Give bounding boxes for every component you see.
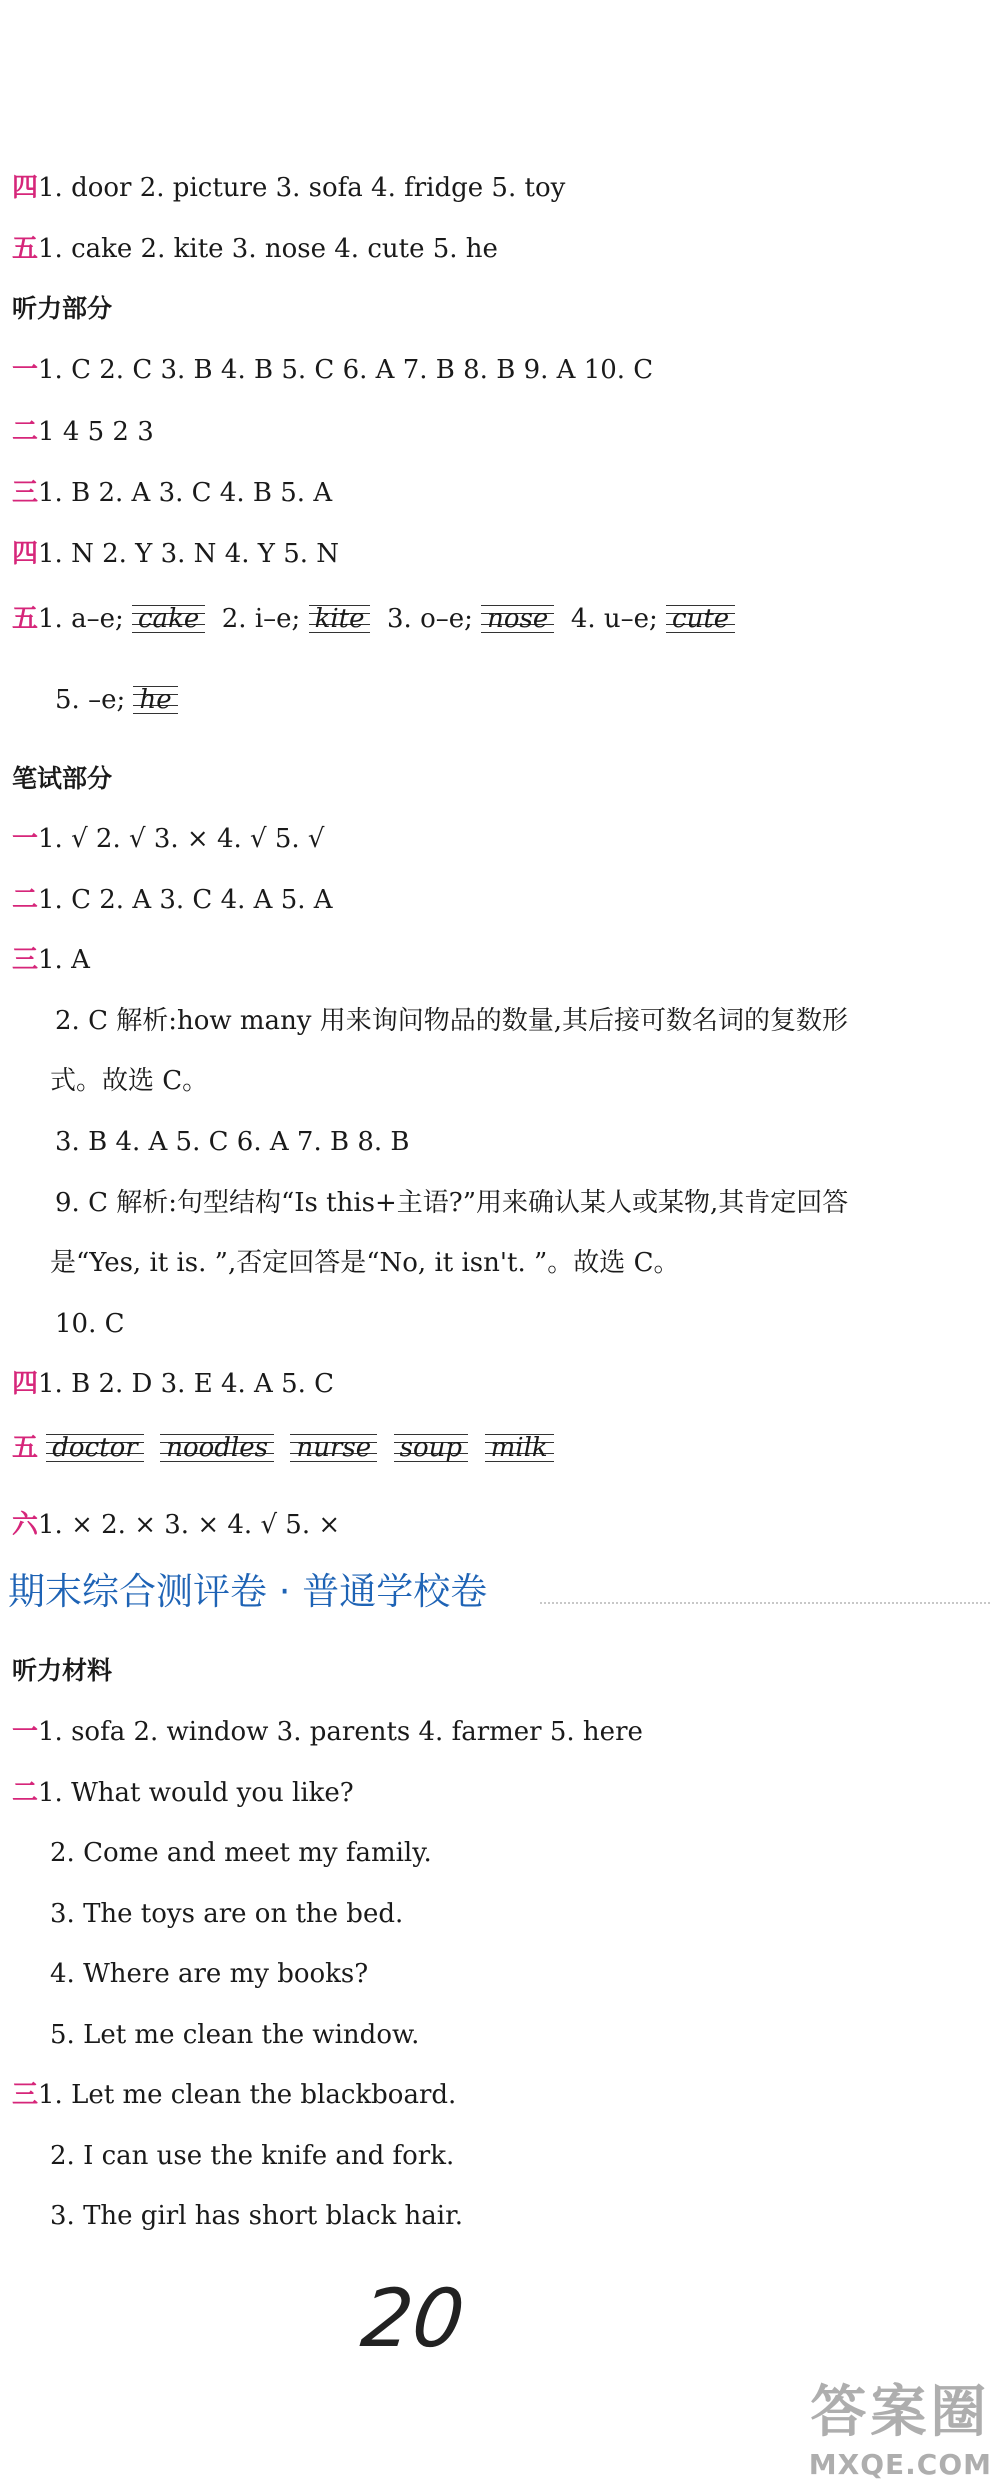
answer-line xyxy=(12,1719,643,1745)
answer-text: 5. –e; xyxy=(55,685,126,715)
answer-line xyxy=(12,357,653,383)
answer-line: 10. C xyxy=(55,1309,125,1339)
answer-line xyxy=(12,1434,554,1462)
section-heading: 笔试部分 xyxy=(12,764,113,793)
answer-line: 2. Come and meet my family. xyxy=(50,1838,432,1868)
answer-text: 1. B 2. D 3. E 4. A 5. C xyxy=(38,1369,335,1399)
section-number: 三 xyxy=(12,478,39,508)
answer-line xyxy=(55,686,178,714)
section-heading: 听力材料 xyxy=(12,1656,113,1685)
answer-line xyxy=(12,826,325,852)
handwritten-answer: soup xyxy=(394,1434,468,1462)
answer-line xyxy=(12,236,498,262)
answer-text: 1. C 2. C 3. B 4. B 5. C 6. A 7. B 8. B 9. A 10. C xyxy=(38,355,654,385)
section-number: 一 xyxy=(12,824,39,854)
section-number: 二 xyxy=(12,1778,39,1808)
title-divider xyxy=(540,1602,990,1604)
answer-line xyxy=(12,605,735,633)
answer-text: 1. a–e; xyxy=(38,604,124,634)
answer-line xyxy=(12,541,339,567)
handwritten-answer: cute xyxy=(666,605,735,633)
section-number: 二 xyxy=(12,885,39,915)
section-number: 六 xyxy=(12,1510,39,1540)
answer-line: 5. Let me clean the window. xyxy=(50,2020,420,2050)
answer-line xyxy=(12,1371,334,1397)
answer-line xyxy=(12,1780,354,1806)
section-title: 期末综合测评卷 · 普通学校卷 xyxy=(8,1570,488,1613)
handwritten-answer: milk xyxy=(485,1434,554,1462)
answer-line: 式。故选 C。 xyxy=(50,1066,209,1096)
answer-line xyxy=(12,887,333,913)
watermark xyxy=(809,2368,992,2481)
answer-text: 1. C 2. A 3. C 4. A 5. A xyxy=(38,885,333,915)
answer-line: 3. B 4. A 5. C 6. A 7. B 8. B xyxy=(55,1127,410,1157)
answer-line: 3. The toys are on the bed. xyxy=(50,1899,404,1929)
watermark-url: MXQE.COM xyxy=(808,2448,992,2481)
answer-text: 1. cake 2. kite 3. nose 4. cute 5. he xyxy=(38,234,498,264)
section-number: 五 xyxy=(12,604,39,634)
section-number: 一 xyxy=(12,1717,39,1747)
answer-line: 2. I can use the knife and fork. xyxy=(50,2141,455,2171)
handwritten-answer: cake xyxy=(132,605,205,633)
watermark-logo: 答案圈 xyxy=(810,2380,991,2445)
handwritten-answer: nose xyxy=(481,605,554,633)
section-number: 二 xyxy=(12,417,39,447)
answer-line: 9. C 解析:句型结构“Is this+主语?”用来确认某人或某物,其肯定回答 xyxy=(55,1188,849,1218)
answer-text: 4. u–e; xyxy=(570,604,658,634)
answer-line xyxy=(12,419,154,445)
section-number: 一 xyxy=(12,355,39,385)
answer-line: 是“Yes, it is. ”,否定回答是“No, it isn't. ”。故选 C。 xyxy=(50,1248,680,1278)
handwritten-answer: doctor xyxy=(46,1434,143,1462)
answer-text: 1. What would you like? xyxy=(38,1778,354,1808)
answer-text: 1. door 2. picture 3. sofa 4. fridge 5. toy xyxy=(38,173,566,203)
handwritten-page-number: 20 xyxy=(357,2272,469,2365)
section-number: 四 xyxy=(12,1369,39,1399)
section-number: 四 xyxy=(12,173,39,203)
answer-line xyxy=(12,2082,456,2108)
section-number: 三 xyxy=(12,945,39,975)
answer-text: 1. sofa 2. window 3. parents 4. farmer 5. here xyxy=(38,1717,643,1747)
answer-line xyxy=(12,1512,340,1538)
handwritten-answer: nurse xyxy=(290,1434,377,1462)
answer-text: 1. Let me clean the blackboard. xyxy=(38,2080,457,2110)
section-number: 五 xyxy=(12,1433,39,1463)
section-number: 四 xyxy=(12,539,39,569)
answer-line xyxy=(12,175,565,201)
answer-text: 1. B 2. A 3. C 4. B 5. A xyxy=(38,478,333,508)
answer-text: 2. i–e; xyxy=(221,604,301,634)
answer-text: 1. √ 2. √ 3. × 4. √ 5. √ xyxy=(38,824,325,854)
answer-line: 3. The girl has short black hair. xyxy=(50,2201,463,2231)
answer-text: 1. A xyxy=(38,945,90,975)
answer-text: 1. × 2. × 3. × 4. √ 5. × xyxy=(38,1510,341,1540)
section-number: 三 xyxy=(12,2080,39,2110)
answer-line: 4. Where are my books? xyxy=(50,1959,369,1989)
answer-line xyxy=(12,947,90,973)
answer-line xyxy=(12,480,332,506)
answer-line: 2. C 解析:how many 用来询问物品的数量,其后接可数名词的复数形 xyxy=(55,1006,849,1036)
answer-text: 1. N 2. Y 3. N 4. Y 5. N xyxy=(38,539,340,569)
handwritten-answer: noodles xyxy=(160,1434,274,1462)
handwritten-answer: he xyxy=(133,686,177,714)
answer-text: 1 4 5 2 3 xyxy=(38,417,154,447)
handwritten-answer: kite xyxy=(309,605,371,633)
section-heading: 听力部分 xyxy=(12,294,113,323)
section-number: 五 xyxy=(12,234,39,264)
answer-text: 3. o–e; xyxy=(387,604,473,634)
